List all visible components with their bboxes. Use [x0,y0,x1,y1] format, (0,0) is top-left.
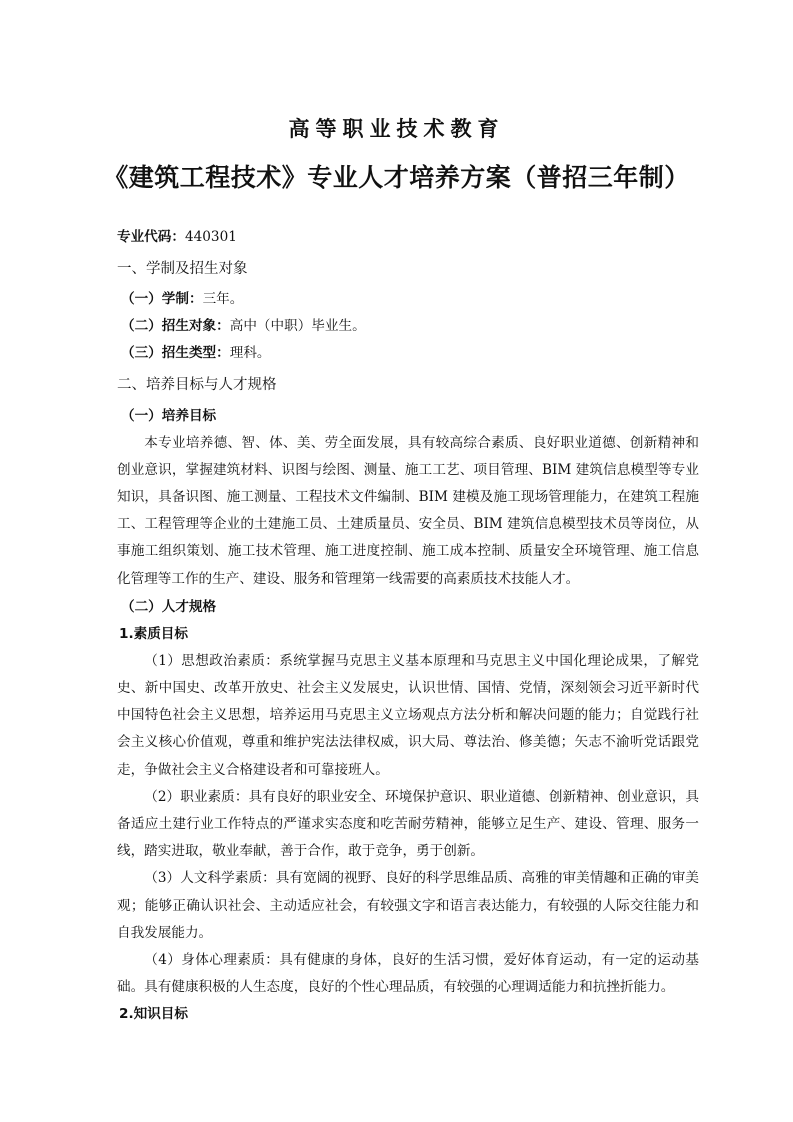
training-goal-paragraph: 本专业培养德、智、体、美、劳全面发展，具有较高综合素质、良好职业道德、创新精神和创业意识，掌握建筑材料、识图与绘图、测量、施工工艺、项目管理、BIM 建筑信息模型等专业知识，具备识图、施工测量、工程技术文件编制、BIM 建模及施工现场管理能力，在建筑工程施工、工程管理等企业的土建施工员、土建质量员、安全员、BIM 建筑信息模型技术员等岗位，从事施工组织策划、施工技术管理、施工进度控制、施工成本控制、质量安全环境管理、施工信息化管理等工作的生产、建设、服务和管理第一线需要的高素质技术技能人才。 [117,434,699,587]
item-label: （一）学制： [121,291,203,307]
group-heading-quality-goals: 1.素质目标 [119,625,188,642]
quality-paragraph: （4）身体心理素质：具有健康的身体，良好的生活习惯，爱好体育运动，有一定的运动基础。具有健康积极的人生态度，良好的个性心理品质，有较强的心理调适能力和抗挫折能力。 [117,952,699,996]
subsection-heading-training-goal: （一）培养目标 [121,407,217,424]
document-title-line2: 《建筑工程技术》专业人才培养方案（普招三年制） [103,163,690,192]
item-value: 高中（中职）毕业生。 [229,318,366,335]
subsection-heading-talent-spec: （二）人才规格 [121,598,217,615]
major-code-label: 专业代码： [117,229,185,245]
major-code-value: 440301 [184,229,237,245]
quality-paragraph: （3）人文科学素质：具有宽阔的视野、良好的科学思维品质、高雅的审美情趣和正确的审美观；能够正确认识社会、主动适应社会，有较强文字和语言表达能力，有较强的人际交往能力和自我发展能力。 [117,870,699,941]
section1-item [121,313,699,340]
item-value: 理科。 [229,345,271,362]
major-code [117,226,699,248]
section-heading-1: 一、学制及招生对象 [117,261,248,277]
document-title-line1: 高等职业技术教育 [288,117,505,141]
item-label: （二）招生对象： [121,318,230,335]
section-heading-2: 二、培养目标与人才规格 [117,376,277,393]
quality-paragraph: （2）职业素质：具有良好的职业安全、环境保护意识、职业道德、创新精神、创业意识，具备适应土建行业工作特点的严谨求实态度和吃苦耐劳精神，能够立足生产、建设、管理、服务一线，踏实进取，敬业奉献，善于合作，敢于竞争，勇于创新。 [117,788,699,860]
item-value: 三年。 [202,291,244,307]
section1-item [121,340,699,367]
section1-item [121,286,699,313]
group-heading-knowledge-goals: 2.知识目标 [119,1006,188,1023]
quality-paragraph: （1）思想政治素质：系统掌握马克思主义基本原理和马克思主义中国化理论成果，了解党史、新中国史、改革开放史、社会主义发展史，认识世情、国情、党情，深刻领会习近平新时代中国特色社会主义思想，培养运用马克思主义立场观点方法分析和解决问题的能力；自觉践行社会主义核心价值观，尊重和维护宪法法律权威，识大局、尊法治、修美德；矢志不渝听党话跟党走，争做社会主义合格建设者和可靠接班人。 [117,652,699,778]
document-body [117,226,699,1028]
item-label: （三）招生类型： [121,345,230,362]
